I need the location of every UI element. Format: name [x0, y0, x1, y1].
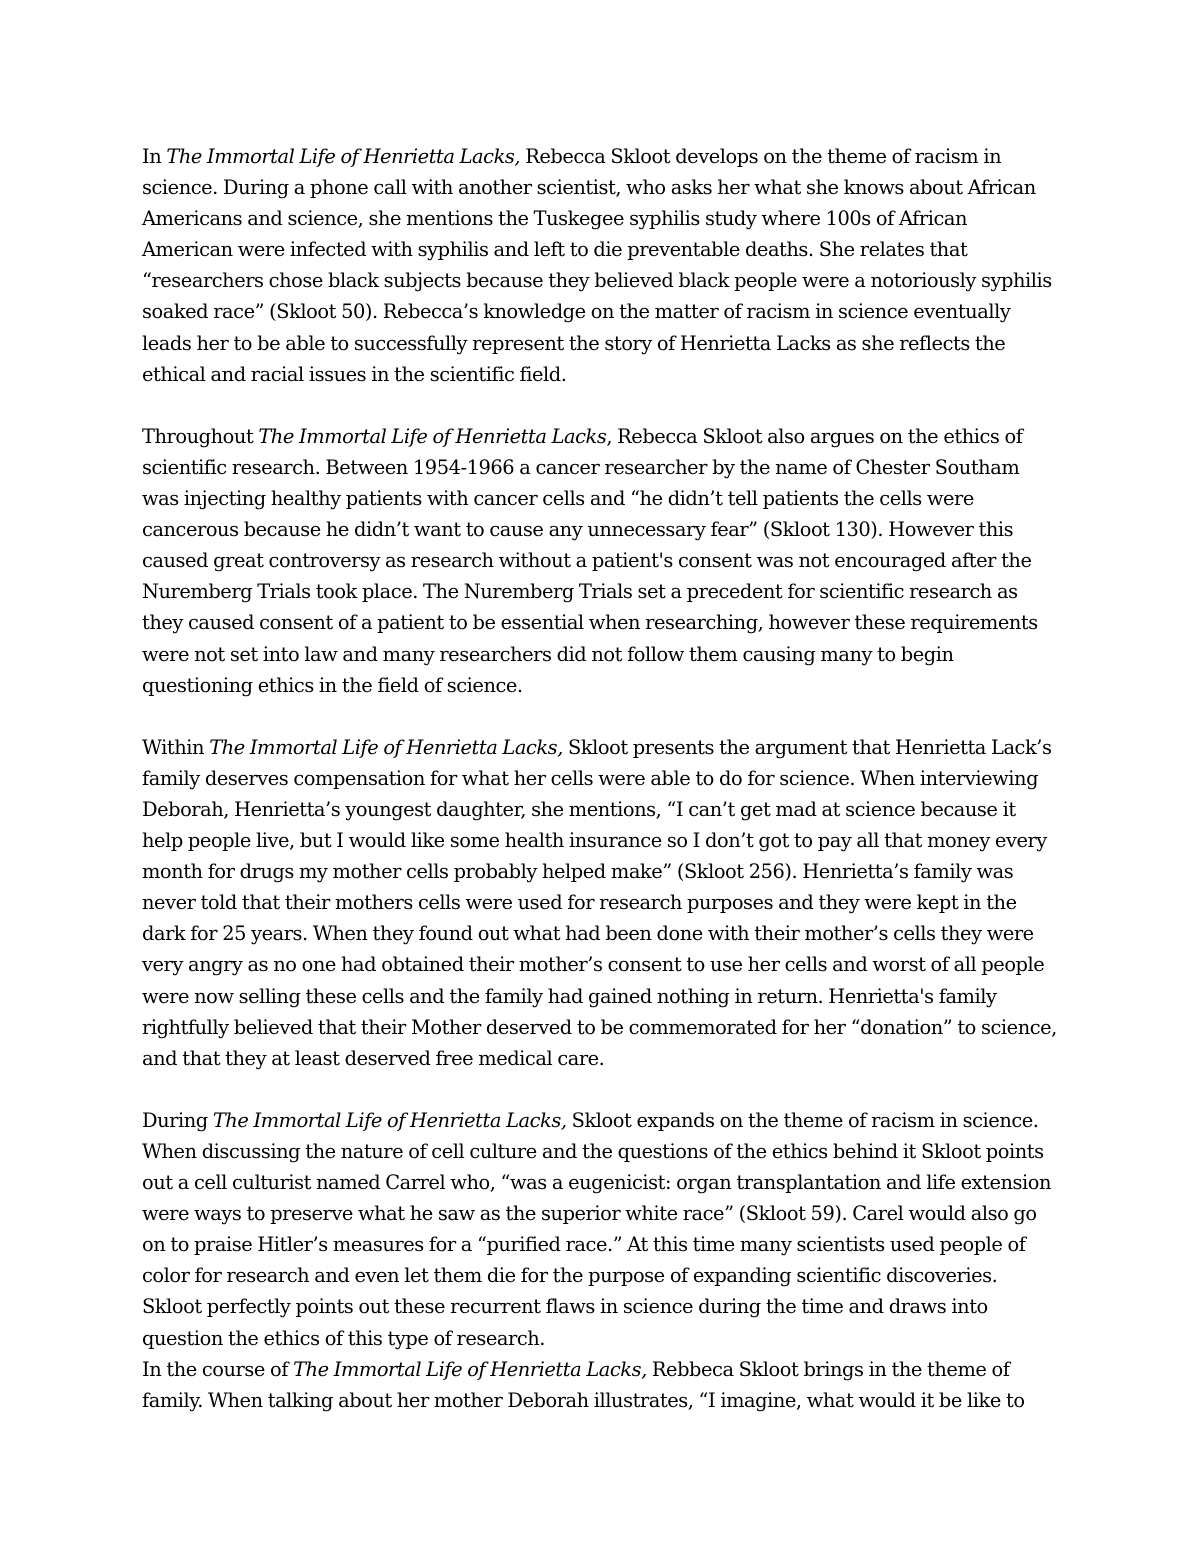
paragraph-body-text: Rebecca Skloot develops on the theme of racism in science. During a phone call with another scientist, who asks her what she knows about African Americans and science, she mentions the Tuskegee syphilis study where 100s of African American were infected with syphilis and left to die preventable deaths. She relates that “researchers chose black subjects because they believed black people were a notoriously syphilis soaked race” (Skloot 50). Rebecca’s knowledge on the matter of racism in science eventually leads her to be able to successfully represent the story of Henrietta Lacks as she reflects the ethical and racial issues in the scientific field. — [142, 145, 1052, 386]
book-title-italic: The Immortal Life of Henrietta Lacks, — [166, 145, 521, 168]
book-title-italic: The Immortal Life of Henrietta Lacks, — [209, 735, 563, 759]
book-title-italic: The Immortal Life of Henrietta Lacks — [258, 424, 607, 448]
paragraph-body-text: Skloot presents the argument that Henrietta Lack’s family deserves compensation for what her cells were able to do for science. When interviewing Deborah, Henrietta’s youngest daughter, she mentions, “I can’t get mad at science because it help people live, but I would like some health insurance so I don’t got to pay all that money every month for drugs my mother cells probably helped make” (Skloot 256). Henrietta’s family was never told that their mothers cells were used for research purposes and they were kept in the dark for 25 years. When they found out what had been done with their mother’s cells they were very angry as no one had obtained their mother’s consent to use her cells and worst of all people were now selling these cells and the family had gained nothing in return. Henrietta's family rightfully believed that their Mother deserved to be commemorated for her “donation” to science, and that they at least deserved free medical care. — [142, 735, 1057, 1070]
paragraph-family-theme — [142, 1354, 1060, 1416]
paragraph-lead-text: Within — [142, 735, 210, 759]
book-title-italic: The Immortal Life of Henrietta Lacks, — [293, 1357, 647, 1381]
document-body — [142, 141, 1060, 1416]
paragraph-body-text: Rebbeca Skloot brings in the theme of family. When talking about her mother Deborah illustrates, “I imagine, what would it be like to — [142, 1357, 1025, 1412]
paragraph-body-text: , Rebecca Skloot also argues on the ethics of scientific research. Between 1954-1966 a cancer researcher by the name of Chester Southam was injecting healthy patients with cancer cells and “he didn’t tell patients the cells were cancerous because he didn’t want to cause any unnecessary fear” (Skloot 130). However this caused great controversy as research without a patient's consent was not encouraged after the Nuremberg Trials took place. The Nuremberg Trials set a precedent for scientific research as they caused consent of a patient to be essential when researching, however these requirements were not set into law and many researchers did not follow them causing many to begin questioning ethics in the field of science. — [142, 424, 1038, 697]
paragraph-lead-text: In the course of — [142, 1357, 294, 1381]
book-title-italic: The Immortal Life of Henrietta Lacks, — [212, 1108, 567, 1132]
paragraph-eugenics — [142, 1105, 1060, 1354]
paragraph-family-compensation — [142, 732, 1060, 1074]
paragraph-lead-text: During — [142, 1108, 213, 1132]
paragraph-lead-text: In — [142, 145, 167, 168]
paragraph-lead-text: Throughout — [142, 424, 259, 448]
paragraph-ethics-of-research — [142, 421, 1060, 701]
paragraph-racism-in-science — [142, 141, 1060, 390]
paragraph-body-text: Skloot expands on the theme of racism in science. When discussing the nature of cell culture and the questions of the ethics behind it Skloot points out a cell culturist named Carrel who, “was a eugenicist: organ transplantation and life extension were ways to preserve what he saw as the superior white race” (Skloot 59). Carel would also go on to praise Hitler’s measures for a “purified race.” At this time many scientists used people of color for research and even let them die for the purpose of expanding scientific discoveries. Skloot perfectly points out these recurrent flaws in science during the time and draws into question the ethics of this type of research. — [142, 1108, 1052, 1350]
